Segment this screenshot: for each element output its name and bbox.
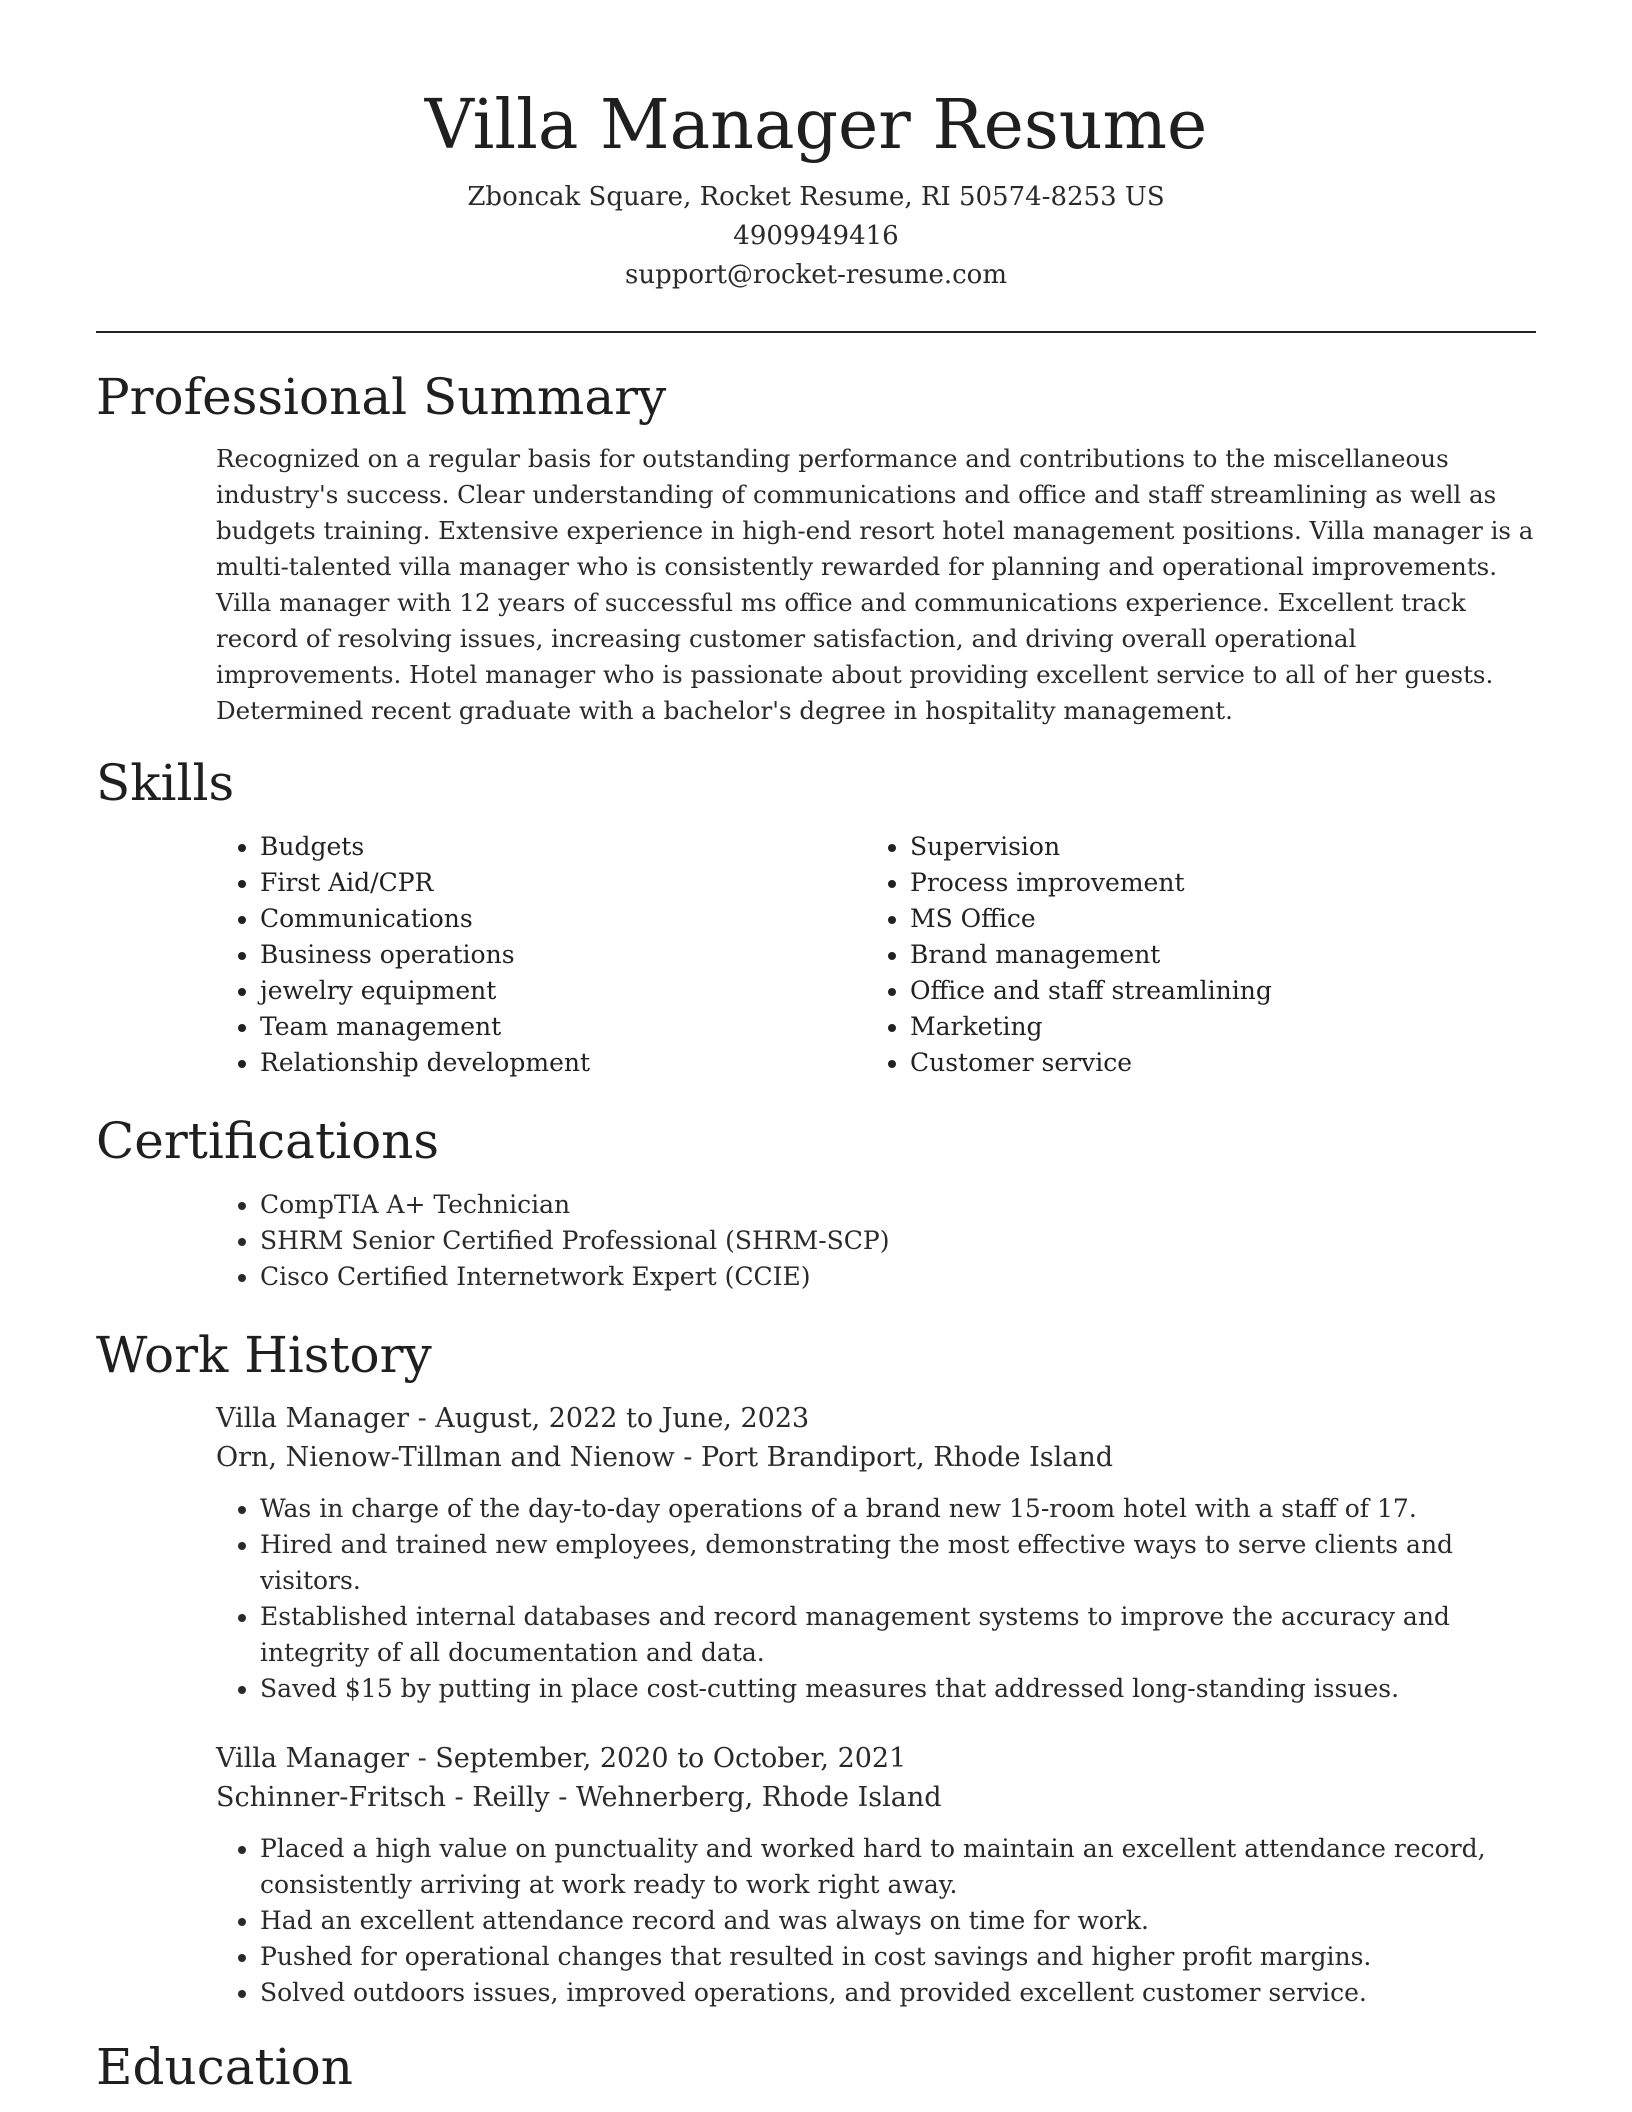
- skill-item: • Process improvement: [910, 865, 1470, 901]
- skills-heading: Skills: [96, 754, 235, 812]
- work-history-heading: Work History: [96, 1326, 432, 1384]
- work-history-section: [96, 1325, 1536, 2011]
- skill-item: • Budgets: [260, 829, 746, 865]
- skills-left-column: [96, 829, 746, 1081]
- job-title: Villa Manager - August, 2022 to June, 2023: [216, 1403, 810, 1434]
- skill-item: • First Aid/CPR: [260, 865, 746, 901]
- job-bullets: [96, 1831, 1536, 2011]
- skill-item: • MS Office: [910, 901, 1470, 937]
- job-entry: [96, 1399, 1536, 1707]
- certifications-heading: Certifications: [96, 1112, 440, 1170]
- resume-page: [96, 0, 1536, 2097]
- summary-section: [96, 367, 1536, 729]
- skill-item: • Relationship development: [260, 1045, 746, 1081]
- certifications-section: [96, 1111, 1536, 1295]
- job-bullet: • Hired and trained new employees, demonstrating the most effective ways to serve clients and visitors.: [260, 1527, 1536, 1599]
- job-company: Schinner-Fritsch - Reilly - Wehnerberg, Rhode Island: [216, 1782, 942, 1813]
- job-company: Orn, Nienow-Tillman and Nienow - Port Brandiport, Rhode Island: [216, 1442, 1113, 1473]
- certification-item: • CompTIA A+ Technician: [260, 1187, 1536, 1223]
- summary-text: Recognized on a regular basis for outstanding performance and contributions to the miscellaneous industry's success. Clear understanding of communications and office and staff streamlining as well as budgets training. Extensive experience in high-end resort hotel management positions. Villa manager is a multi-talented villa manager who is consistently rewarded for planning and operational improvements. Villa manager with 12 years of successful ms office and communications experience. Excellent track record of resolving issues, increasing customer satisfaction, and driving overall operational improvements. Hotel manager who is passionate about providing excellent service to all of her guests. Determined recent graduate with a bachelor's degree in hospitality management.: [216, 444, 1534, 725]
- resume-header: [96, 0, 1536, 295]
- job-entry: [96, 1739, 1536, 2011]
- job-bullet: • Placed a high value on punctuality and worked hard to maintain an excellent attendance record, consistently arriving at work ready to work right away.: [260, 1831, 1536, 1903]
- job-bullet: • Pushed for operational changes that resulted in cost savings and higher profit margins.: [260, 1939, 1536, 1975]
- skill-item: • Brand management: [910, 937, 1470, 973]
- certification-item: • SHRM Senior Certified Professional (SHRM-SCP): [260, 1223, 1536, 1259]
- skills-list: [96, 829, 1536, 1081]
- job-bullet: • Established internal databases and record management systems to improve the accuracy and integrity of all documentation and data.: [260, 1599, 1536, 1671]
- skill-item: • Team management: [260, 1009, 746, 1045]
- header-divider: [96, 331, 1536, 333]
- resume-title: Villa Manager Resume: [424, 86, 1208, 165]
- skill-item: • Customer service: [910, 1045, 1470, 1081]
- job-title: Villa Manager - September, 2020 to October, 2021: [216, 1743, 907, 1774]
- email-text: support@rocket-resume.com: [624, 260, 1007, 290]
- certification-item: • Cisco Certified Internetwork Expert (CCIE): [260, 1259, 1536, 1295]
- certifications-list: [96, 1187, 1536, 1295]
- skill-item: • Communications: [260, 901, 746, 937]
- summary-heading: Professional Summary: [96, 368, 667, 426]
- job-bullet: • Had an excellent attendance record and was always on time for work.: [260, 1903, 1536, 1939]
- skill-item: • Marketing: [910, 1009, 1470, 1045]
- phone-text: 4909949416: [733, 221, 899, 251]
- education-section: [96, 2037, 1536, 2097]
- job-bullet: • Solved outdoors issues, improved operations, and provided excellent customer service.: [260, 1975, 1536, 2011]
- skill-item: • jewelry equipment: [260, 973, 746, 1009]
- skill-item: • Supervision: [910, 829, 1470, 865]
- education-heading: Education: [96, 2038, 353, 2096]
- skills-section: [96, 753, 1536, 1081]
- address-text: Zboncak Square, Rocket Resume, RI 50574-8253 US: [467, 182, 1165, 212]
- skill-item: • Business operations: [260, 937, 746, 973]
- skill-item: • Office and staff streamlining: [910, 973, 1470, 1009]
- job-bullet: • Saved $15 by putting in place cost-cutting measures that addressed long-standing issues.: [260, 1671, 1536, 1707]
- job-bullets: [96, 1491, 1536, 1707]
- contact-info: [96, 178, 1536, 295]
- job-bullet: • Was in charge of the day-to-day operations of a brand new 15-room hotel with a staff of 17.: [260, 1491, 1536, 1527]
- skills-right-column: [910, 829, 1470, 1081]
